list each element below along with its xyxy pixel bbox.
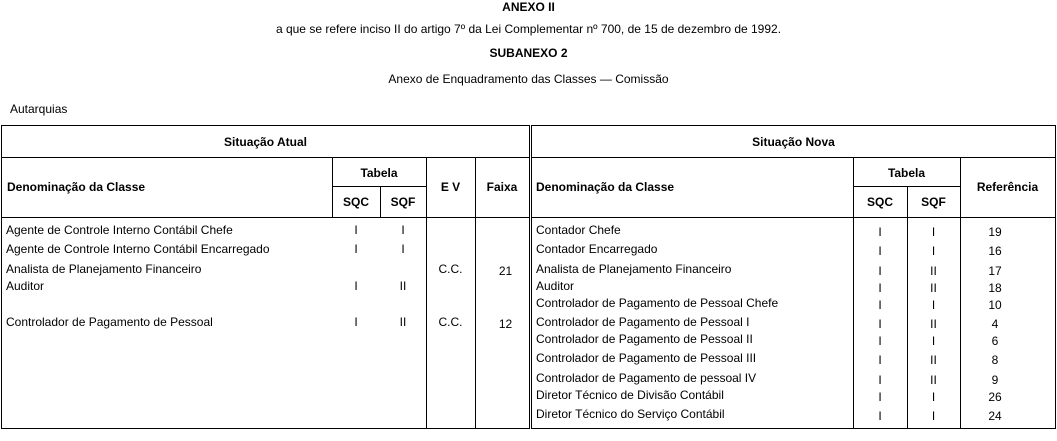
cell-denominacao: Contador Chefe <box>536 223 621 237</box>
cell-sqf: II <box>930 264 937 278</box>
cell-referencia: 10 <box>988 298 1002 312</box>
cell-sqf: I <box>931 225 936 239</box>
cell-sqf: II <box>399 315 407 329</box>
cell-referencia: 6 <box>991 334 999 348</box>
cell-denominacao: Agente de Controle Interno Contábil Chefe <box>6 223 233 237</box>
cell-denominacao: Controlador de Pagamento de Pessoal I <box>536 315 750 329</box>
cell-sqc: I <box>354 315 358 329</box>
subannex-title: SUBANEXO 2 <box>489 46 568 60</box>
divider <box>2 217 529 218</box>
cell-sqf: I <box>931 244 936 258</box>
cell-denominacao: Agente de Controle Interno Contábil Encarregado <box>6 242 270 256</box>
cell-denominacao: Auditor <box>536 279 575 293</box>
cell-sqf: I <box>931 298 936 312</box>
cell-sqf: II <box>930 281 937 295</box>
cell-referencia: 4 <box>991 317 999 331</box>
table-situacao-nova <box>531 125 1056 429</box>
col-header-denominacao: Denominação da Classe <box>7 180 146 194</box>
annex-title: ANEXO II <box>502 0 555 14</box>
cell-denominacao: Controlador de Pagamento de Pessoal <box>6 315 213 329</box>
cell-sqf: I <box>931 390 936 404</box>
col-header-sqf: SQF <box>390 195 416 209</box>
cell-ev: C.C. <box>438 315 463 329</box>
cell-denominacao: Analista de Planejamento Financeiro <box>536 262 732 276</box>
cell-faixa: 12 <box>498 317 513 331</box>
col-header-tabela: Tabela <box>887 166 926 180</box>
cell-sqf: II <box>930 373 937 387</box>
cell-referencia: 17 <box>988 264 1002 278</box>
col-header-tabela: Tabela <box>360 166 398 180</box>
cell-sqc: I <box>354 242 358 256</box>
col-header-sqc: SQC <box>866 195 893 209</box>
table-situacao-atual <box>1 125 530 429</box>
cell-referencia: 9 <box>991 373 999 387</box>
cell-referencia: 16 <box>988 244 1002 258</box>
cell-referencia: 18 <box>988 281 1002 295</box>
cell-faixa: 21 <box>498 264 513 278</box>
cell-sqc: I <box>878 244 882 258</box>
table-title: Situação Nova <box>752 135 835 149</box>
cell-sqc: I <box>878 317 882 331</box>
cell-sqc: I <box>878 225 882 239</box>
cell-sqc: I <box>878 334 882 348</box>
col-header-sqf: SQF <box>921 195 946 209</box>
cell-sqc: I <box>354 223 358 237</box>
section-label: Autarquias <box>10 102 68 116</box>
divider <box>332 186 426 187</box>
cell-sqc: I <box>878 373 882 387</box>
cell-referencia: 8 <box>991 353 999 367</box>
col-header-ev: E V <box>440 180 461 194</box>
cell-sqf: I <box>401 223 405 237</box>
divider <box>426 157 427 428</box>
cell-denominacao: Controlador de Pagamento de Pessoal II <box>536 332 753 346</box>
cell-denominacao: Controlador de Pagamento de pessoal IV <box>536 371 757 385</box>
cell-sqf: II <box>930 317 937 331</box>
cell-sqc: I <box>878 409 882 423</box>
cell-sqf: II <box>399 279 407 293</box>
cell-sqc: I <box>878 264 882 278</box>
cell-sqc: I <box>878 390 882 404</box>
cell-denominacao: Auditor <box>6 279 45 293</box>
cell-referencia: 26 <box>988 390 1002 404</box>
cell-denominacao: Controlador de Pagamento de Pessoal Chefe <box>536 296 779 310</box>
cell-sqc: I <box>354 279 358 293</box>
cell-denominacao: Diretor Técnico de Divisão Contábil <box>536 388 724 402</box>
cell-referencia: 24 <box>988 409 1002 423</box>
cell-referencia: 19 <box>988 225 1002 239</box>
cell-sqc: I <box>878 281 882 295</box>
cell-sqf: I <box>931 409 936 423</box>
divider <box>532 217 1055 218</box>
cell-denominacao: Analista de Planejamento Financeiro <box>6 262 202 276</box>
cell-denominacao: Diretor Técnico do Serviço Contábil <box>536 407 725 421</box>
cell-sqc: I <box>878 353 882 367</box>
col-header-referencia: Referência <box>976 180 1039 194</box>
annex-description: Anexo de Enquadramento das Classes — Comissão <box>388 72 669 86</box>
cell-ev: C.C. <box>438 262 463 276</box>
col-header-denominacao: Denominação da Classe <box>536 180 675 194</box>
col-header-sqc: SQC <box>342 195 369 209</box>
divider <box>475 157 476 428</box>
cell-sqf: I <box>401 242 405 256</box>
cell-sqc: I <box>878 298 882 312</box>
divider <box>2 157 529 158</box>
table-title: Situação Atual <box>224 135 307 149</box>
annex-subtitle: a que se refere inciso II do artigo 7º da Lei Complementar nº 700, de 15 de dezembro de 1992. <box>275 22 782 36</box>
cell-denominacao: Contador Encarregado <box>536 242 658 256</box>
cell-denominacao: Controlador de Pagamento de Pessoal III <box>536 351 757 365</box>
divider <box>532 157 1055 158</box>
cell-sqf: I <box>931 334 936 348</box>
cell-sqf: II <box>930 353 937 367</box>
col-header-faixa: Faixa <box>486 180 518 194</box>
